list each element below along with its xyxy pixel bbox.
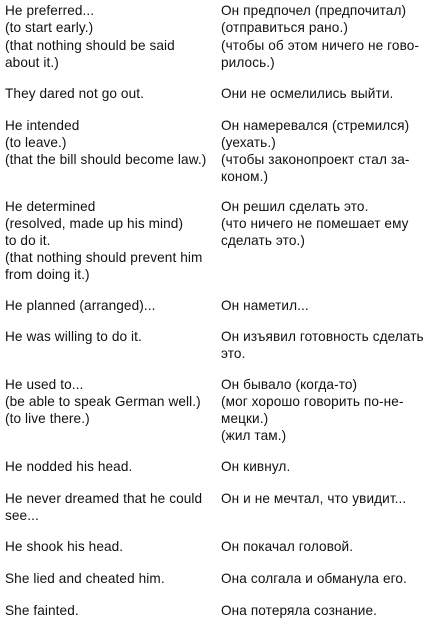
russian-line: (мог хорошо говорить по-не-	[221, 394, 404, 409]
english-line: She fainted.	[5, 603, 79, 618]
russian-line: это.	[221, 346, 246, 361]
english-line: She lied and cheated him.	[5, 571, 165, 586]
russian-line: (чтобы об этом ничего не гово-	[221, 38, 420, 53]
russian-line: Он покачал головой.	[221, 539, 354, 554]
russian-line: Он наметил...	[221, 298, 309, 313]
english-line: He used to...	[5, 377, 84, 392]
english-line: about it.)	[5, 55, 59, 70]
english-line: He determined	[5, 199, 96, 214]
russian-line: Она солгала и обманула его.	[221, 571, 407, 586]
russian-line: Он и не мечтал, что увидит...	[221, 491, 407, 506]
russian-line: Он изъявил готовность сделать	[221, 329, 424, 344]
english-line: (be able to speak German well.)	[5, 394, 201, 409]
english-line: (that the bill should become law.)	[5, 152, 207, 167]
russian-line: Он решил сделать это.	[221, 199, 369, 214]
russian-line: (жил там.)	[221, 428, 287, 443]
russian-line: Он намеревался (стремился)	[221, 118, 410, 133]
russian-line: Он бывало (когда-то)	[221, 377, 358, 392]
russian-line: мецки.)	[221, 411, 269, 426]
english-line: (to live there.)	[5, 411, 90, 426]
russian-line: коном.)	[221, 169, 269, 184]
english-line: (that nothing should be said	[5, 38, 175, 53]
russian-line: Он предпочел (предпочитал)	[221, 3, 407, 18]
russian-line: Они не осмелились выйти.	[221, 86, 394, 101]
russian-line: Она потеряла сознание.	[221, 603, 378, 618]
russian-line: (чтобы законопроект стал за-	[221, 152, 410, 167]
english-line: He never dreamed that he could	[5, 491, 203, 506]
english-line: (that nothing should prevent him	[5, 250, 203, 265]
russian-line: (отправиться рано.)	[221, 20, 348, 35]
english-line: (to start early.)	[5, 20, 94, 35]
russian-line: сделать это.)	[221, 233, 305, 248]
english-line: He preferred...	[5, 3, 95, 18]
english-line: He intended	[5, 118, 80, 133]
english-line: He was willing to do it.	[5, 329, 142, 344]
english-line: to do it.	[5, 233, 51, 248]
english-line: (resolved, made up his mind)	[5, 216, 184, 231]
russian-line: Он кивнул.	[221, 459, 291, 474]
english-line: (to leave.)	[5, 135, 67, 150]
english-line: He planned (arranged)...	[5, 298, 156, 313]
russian-line: (что ничего не помешает ему	[221, 216, 409, 231]
english-line: see...	[5, 508, 39, 523]
english-line: They dared not go out.	[5, 86, 144, 101]
english-line: from doing it.)	[5, 267, 90, 282]
russian-line: рилось.)	[221, 55, 275, 70]
english-line: He nodded his head.	[5, 459, 133, 474]
english-line: He shook his head.	[5, 539, 124, 554]
russian-line: (уехать.)	[221, 135, 276, 150]
